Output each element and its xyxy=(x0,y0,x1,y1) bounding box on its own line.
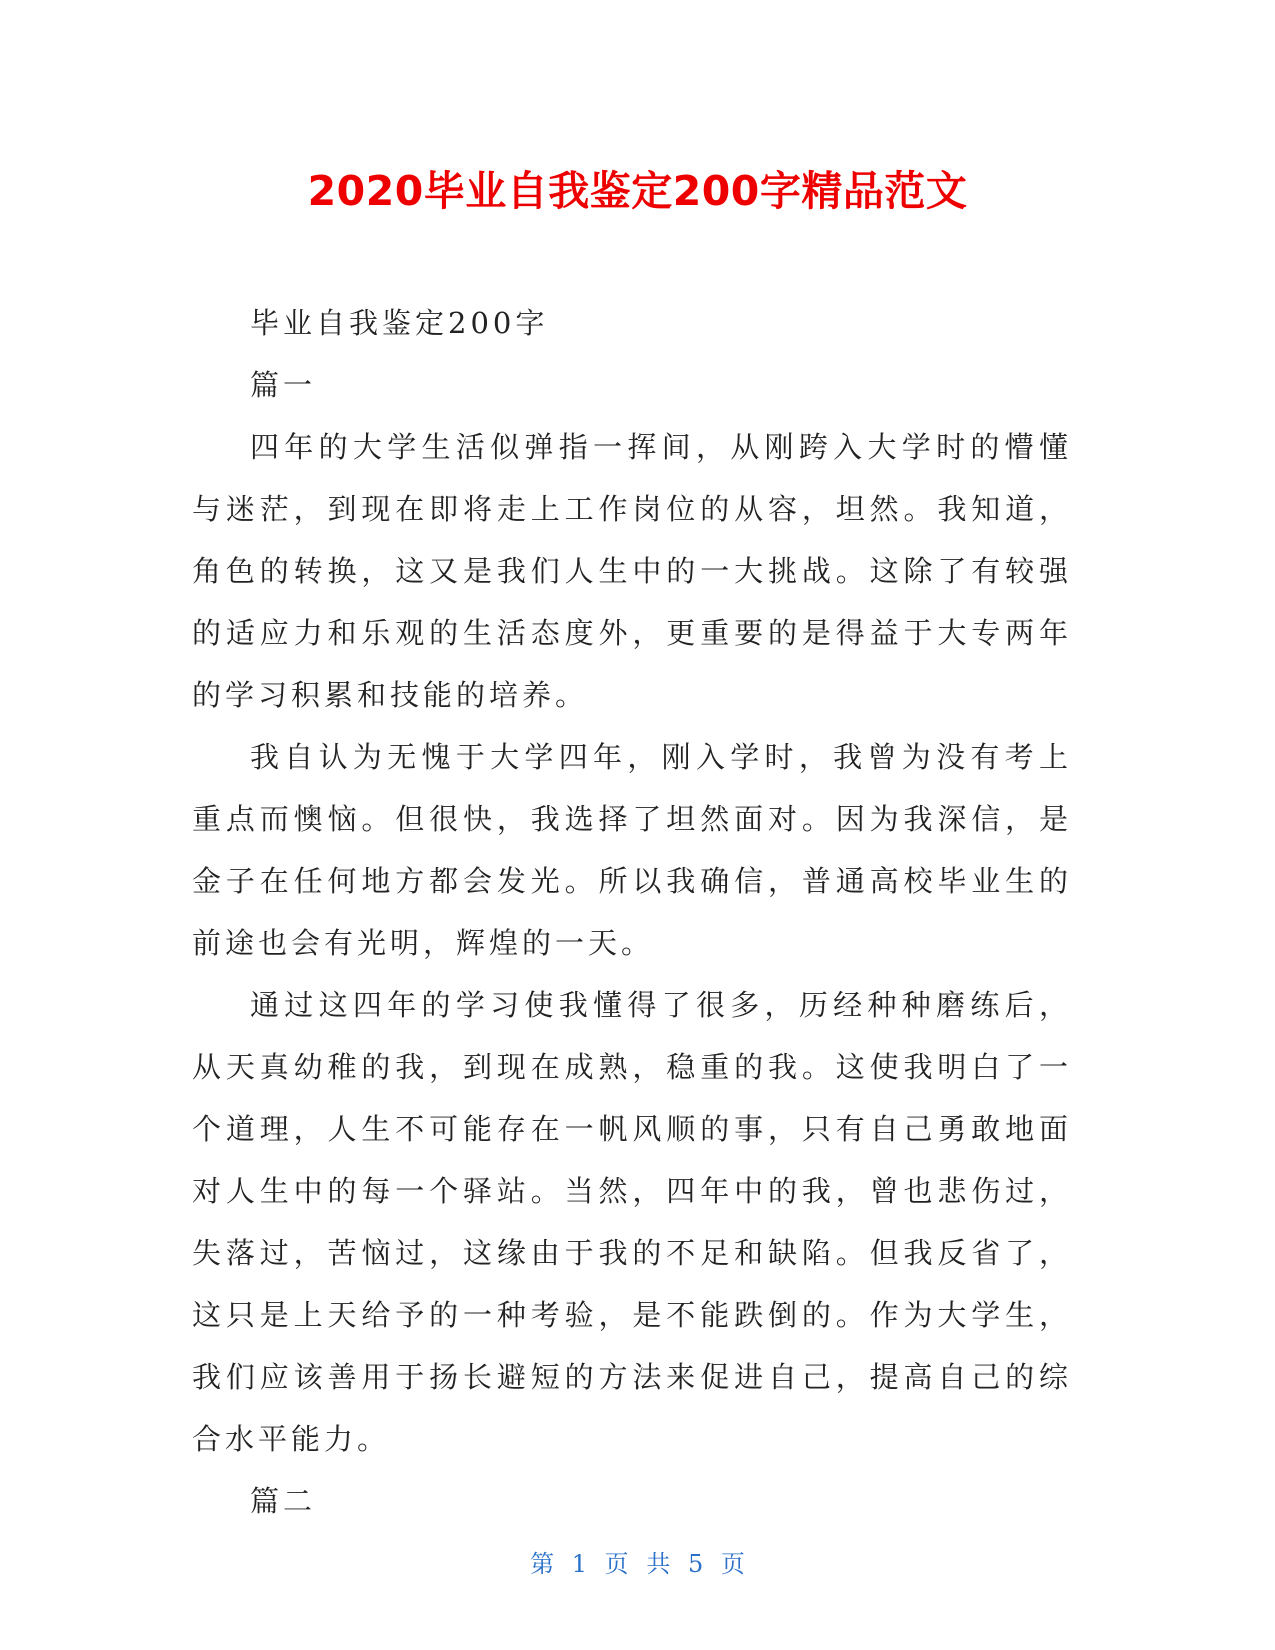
footer-total-pages: 5 xyxy=(687,1550,704,1578)
footer-prefix: 第 xyxy=(530,1550,555,1578)
footer-total-label: 共 xyxy=(646,1550,671,1578)
footer-page-word: 页 xyxy=(604,1550,629,1578)
document-subtitle: 毕业自我鉴定200字 xyxy=(250,306,549,340)
section-one-heading: 篇一 xyxy=(250,368,317,402)
document-title: 2020毕业自我鉴定200字精品范文 xyxy=(307,167,968,215)
document-body xyxy=(192,292,1072,1532)
footer-suffix: 页 xyxy=(720,1550,745,1578)
paragraph-2: 我自认为无愧于大学四年，刚入学时，我曾为没有考上重点而懊恼。但很快，我选择了坦然面对。因为我深信，是金子在任何地方都会发光。所以我确信，普通高校毕业生的前途也会有光明，辉煌的一天。 xyxy=(192,740,1072,960)
footer-current-page: 1 xyxy=(571,1550,588,1578)
paragraph-3: 通过这四年的学习使我懂得了很多，历经种种磨练后，从天真幼稚的我，到现在成熟，稳重的我。这使我明白了一个道理，人生不可能存在一帆风顺的事，只有自己勇敢地面对人生中的每一个驿站。当然，四年中的我，曾也悲伤过，失落过，苦恼过，这缘由于我的不足和缺陷。但我反省了，这只是上天给予的一种考验，是不能跌倒的。作为大学生，我们应该善用于扬长避短的方法来促进自己，提高自己的综合水平能力。 xyxy=(192,988,1072,1456)
section-two-heading: 篇二 xyxy=(250,1484,317,1518)
page-footer xyxy=(0,1548,1275,1580)
paragraph-1: 四年的大学生活似弹指一挥间，从刚跨入大学时的懵懂与迷茫，到现在即将走上工作岗位的从容，坦然。我知道，角色的转换，这又是我们人生中的一大挑战。这除了有较强的适应力和乐观的生活态度外，更重要的是得益于大专两年的学习积累和技能的培养。 xyxy=(192,430,1072,712)
